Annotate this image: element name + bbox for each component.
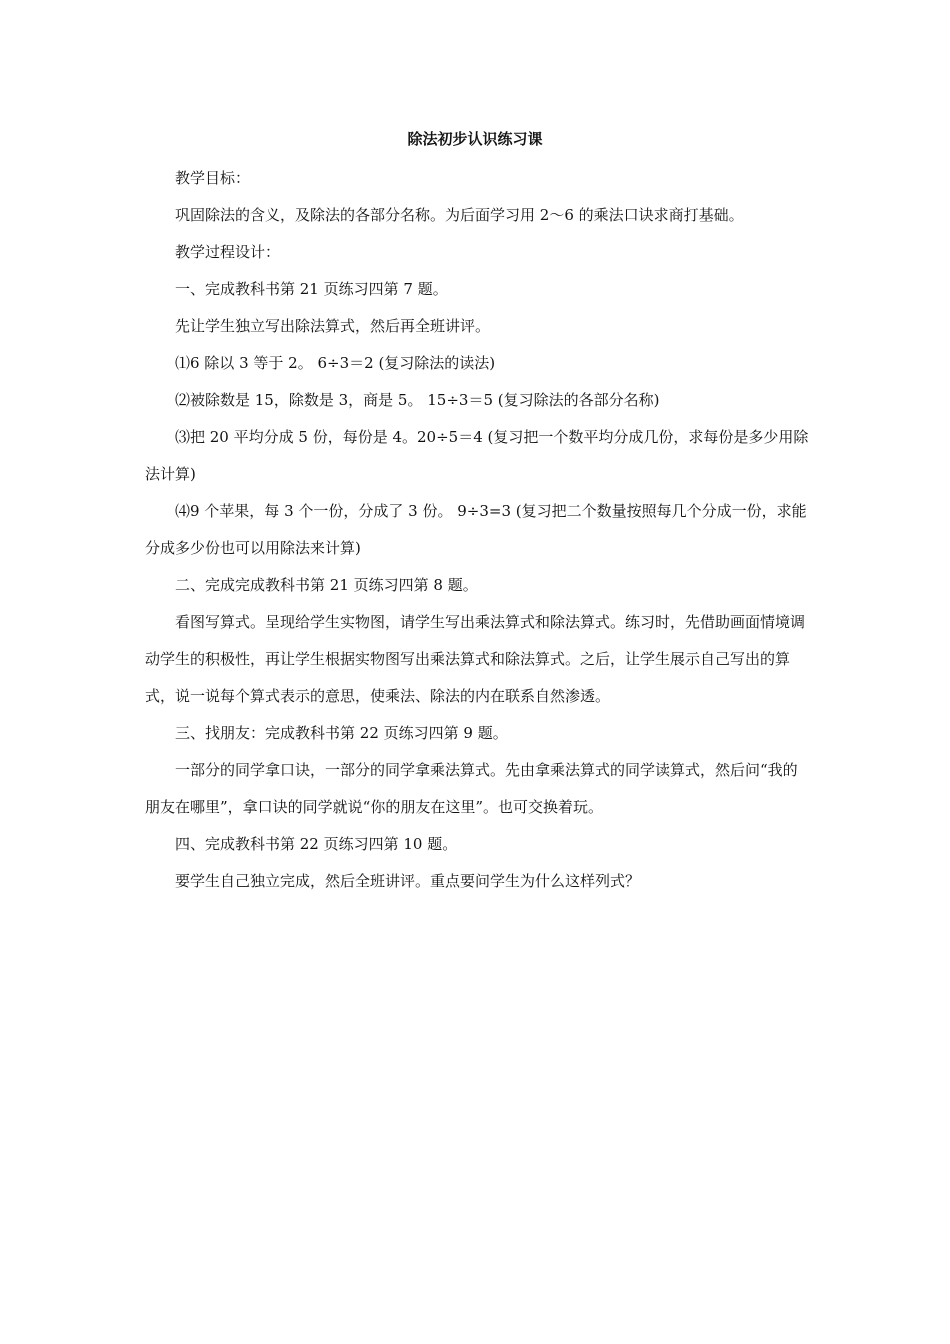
document-body [145, 160, 810, 900]
paragraph-section-4-body: 要学生自己独立完成，然后全班讲评。重点要问学生为什么这样列式？ [175, 872, 641, 890]
paragraph-section-3: 三、找朋友：完成教科书第 22 页练习四第 9 题。 [175, 724, 508, 742]
document-title: 除法初步认识练习课 [407, 130, 543, 148]
paragraph-process-heading: 教学过程设计： [175, 243, 281, 261]
paragraph-objective-heading: 教学目标： [175, 169, 251, 187]
paragraph-item-3: ⑶把 20 平均分成 5 份，每份是 4。20÷5＝4 (复习把一个数平均分成几份，求每份是多少用除法计算) [145, 428, 809, 483]
paragraph-section-4: 四、完成教科书第 22 页练习四第 10 题。 [175, 835, 458, 853]
paragraph-item-2: ⑵被除数是 15，除数是 3，商是 5。 15÷3＝5 (复习除法的各部分名称) [175, 391, 660, 409]
paragraph-section-1: 一、完成教科书第 21 页练习四第 7 题。 [175, 280, 448, 298]
paragraph-section-1-intro: 先让学生独立写出除法算式，然后再全班讲评。 [175, 317, 491, 335]
paragraph-section-2-body: 看图写算式。呈现给学生实物图，请学生写出乘法算式和除法算式。练习时，先借助画面情境调动学生的积极性，再让学生根据实物图写出乘法算式和除法算式。之后，让学生展示自己写出的算式，说一说每个算式表示的意思，使乘法、除法的内在联系自然渗透。 [145, 613, 806, 705]
paragraph-objective: 巩固除法的含义，及除法的各部分名称。为后面学习用 2～6 的乘法口诀求商打基础。 [175, 206, 744, 224]
paragraph-section-2: 二、完成完成教科书第 21 页练习四第 8 题。 [175, 576, 478, 594]
paragraph-section-3-body: 一部分的同学拿口诀，一部分的同学拿乘法算式。先由拿乘法算式的同学读算式，然后问“我的朋友在哪里”，拿口诀的同学就说“你的朋友在这里”。也可交换着玩。 [145, 761, 798, 816]
paragraph-item-4: ⑷9 个苹果，每 3 个一份，分成了 3 份。 9÷3=3 (复习把二个数量按照每几个分成一份，求能分成多少份也可以用除法来计算) [145, 502, 807, 557]
paragraph-item-1: ⑴6 除以 3 等于 2。 6÷3＝2 (复习除法的读法) [175, 354, 496, 372]
